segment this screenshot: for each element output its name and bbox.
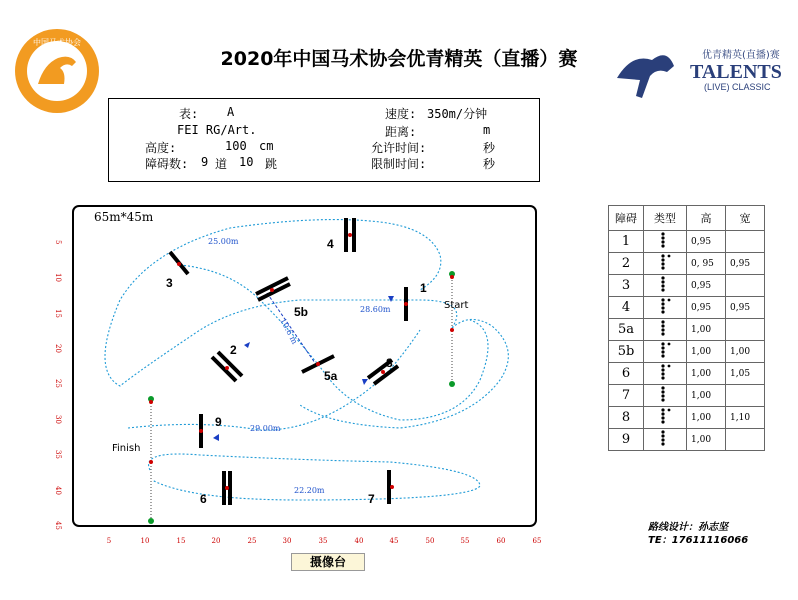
legend-width: 1,10	[726, 407, 765, 429]
route-path	[105, 220, 508, 500]
legend-width: 0,95	[726, 253, 765, 275]
legend-obstacle-number: 8	[609, 407, 644, 429]
x-tick: 30	[282, 537, 292, 545]
label-obstacle-3: 3	[166, 276, 173, 290]
legend-row	[609, 231, 765, 253]
legend-type-icon	[644, 385, 687, 407]
legend-type-icon	[644, 297, 687, 319]
x-tick: 45	[389, 537, 399, 545]
legend-width	[726, 275, 765, 297]
legend-height: 1,00	[687, 385, 726, 407]
x-tick: 50	[425, 537, 435, 545]
y-tick: 45	[54, 521, 62, 530]
y-tick: 20	[54, 344, 62, 353]
direction-arrow-icon	[213, 434, 219, 441]
camera-platform-label: 摄像台	[291, 553, 365, 571]
legend-obstacle-number: 9	[609, 429, 644, 451]
speed-value: 350m/分钟	[427, 107, 488, 121]
label-obstacle-5a: 5a	[324, 369, 338, 383]
label-obstacle-6: 6	[200, 492, 207, 506]
legend-height: 0,95	[687, 231, 726, 253]
designer-phone: TE：17611116066	[648, 535, 749, 546]
direction-arrow-icon	[244, 342, 250, 348]
legend-width: 0,95	[726, 297, 765, 319]
obstacle-legend-table	[608, 205, 765, 451]
legend-row	[609, 385, 765, 407]
legend-width: 1,00	[726, 341, 765, 363]
label-obstacle-5b: 5b	[294, 305, 309, 319]
obstacles-label: 障碍数:	[145, 157, 189, 171]
label-obstacle-2: 2	[230, 343, 237, 357]
legend-height: 1,00	[687, 341, 726, 363]
obstacles	[170, 218, 406, 505]
legend-width	[726, 429, 765, 451]
legend-type-icon	[644, 363, 687, 385]
start-flag-green-2	[449, 381, 455, 387]
allowed-time-unit: 秒	[483, 141, 496, 155]
legend-header: 障碍	[609, 206, 644, 231]
legend-header: 宽	[726, 206, 765, 231]
x-tick: 15	[176, 537, 186, 545]
legend-width	[726, 231, 765, 253]
legend-header: 类型	[644, 206, 687, 231]
legend-height: 0,95	[687, 297, 726, 319]
x-axis-ticks	[107, 537, 542, 545]
x-tick: 35	[318, 537, 328, 545]
legend-type-icon	[644, 319, 687, 341]
legend-header: 高	[687, 206, 726, 231]
legend-row	[609, 429, 765, 451]
legend-row	[609, 275, 765, 297]
legend-obstacle-number: 1	[609, 231, 644, 253]
distance-label: 29.00m	[250, 424, 281, 433]
distance-label: 22.20m	[294, 486, 325, 495]
rule-text: FEI RG/Art.	[177, 123, 257, 137]
y-tick: 35	[54, 450, 62, 459]
legend-height: 0, 95	[687, 253, 726, 275]
lines-unit: 道	[215, 157, 228, 171]
x-tick: 55	[460, 537, 470, 545]
legend-height: 1,00	[687, 319, 726, 341]
label-obstacle-8: 8	[386, 356, 393, 370]
y-tick: 5	[54, 240, 62, 245]
y-tick: 10	[54, 273, 62, 282]
legend-obstacle-number: 6	[609, 363, 644, 385]
finish-label: Finish	[112, 443, 141, 454]
obstacles-value: 9	[201, 155, 209, 169]
legend-type-icon	[644, 429, 687, 451]
legend-row	[609, 407, 765, 429]
brand-line2: TALENTS	[690, 61, 782, 83]
jumps-unit: 跳	[265, 157, 278, 171]
table-value: A	[227, 105, 235, 119]
legend-row	[609, 319, 765, 341]
legend-row	[609, 297, 765, 319]
legend-width	[726, 319, 765, 341]
y-tick: 30	[54, 415, 62, 424]
height-label: 高度:	[145, 141, 177, 155]
legend-obstacle-number: 3	[609, 275, 644, 297]
arena-size: 65m*45m	[94, 210, 154, 224]
x-tick: 65	[532, 537, 542, 545]
x-tick: 60	[496, 537, 506, 545]
speed-label: 速度:	[385, 107, 417, 121]
label-obstacle-4: 4	[327, 237, 334, 251]
label-obstacle-7: 7	[368, 492, 375, 506]
legend-type-icon	[644, 231, 687, 253]
table-label: 表:	[179, 107, 199, 121]
legend-obstacle-number: 5a	[609, 319, 644, 341]
course-designer: 路线设计：孙志坚	[648, 522, 728, 533]
distance-label: 28.60m	[360, 305, 391, 314]
height-unit: cm	[259, 139, 274, 153]
x-tick: 10	[140, 537, 150, 545]
legend-type-icon	[644, 407, 687, 429]
legend-obstacle-number: 2	[609, 253, 644, 275]
limit-time-label: 限制时间:	[371, 157, 427, 171]
distance-unit: m	[483, 123, 491, 137]
logo-text: 中国马术协会	[33, 38, 81, 47]
finish-flag-green-2	[148, 518, 154, 524]
x-tick: 25	[247, 537, 257, 545]
legend-obstacle-number: 7	[609, 385, 644, 407]
x-tick: 20	[211, 537, 221, 545]
direction-arrow-icon	[388, 296, 394, 302]
label-obstacle-1: 1	[420, 281, 427, 295]
limit-time-unit: 秒	[483, 157, 496, 171]
legend-row	[609, 341, 765, 363]
legend-height: 1,00	[687, 429, 726, 451]
distance-label: 距离:	[385, 125, 417, 139]
height-value: 100	[225, 139, 247, 153]
brand-line3: (LIVE) CLASSIC	[704, 82, 771, 92]
legend-width: 1,05	[726, 363, 765, 385]
direction-arrow-icon	[362, 379, 368, 385]
legend-type-icon	[644, 275, 687, 297]
legend-row	[609, 253, 765, 275]
distance-label: 10.6 m	[278, 316, 300, 346]
y-axis-ticks	[54, 240, 62, 530]
x-tick: 5	[106, 537, 112, 545]
y-tick: 15	[54, 309, 62, 318]
legend-width	[726, 385, 765, 407]
legend-height: 1,00	[687, 363, 726, 385]
legend-row	[609, 363, 765, 385]
start-label: Start	[444, 300, 469, 311]
legend-height: 1,00	[687, 407, 726, 429]
legend-obstacle-number: 5b	[609, 341, 644, 363]
jumps-value: 10	[239, 155, 254, 169]
legend-type-icon	[644, 341, 687, 363]
allowed-time-label: 允许时间:	[371, 141, 427, 155]
y-tick: 25	[54, 379, 62, 388]
distance-label: 25.00m	[208, 237, 239, 246]
y-tick: 40	[54, 486, 62, 495]
label-obstacle-9: 9	[215, 415, 222, 429]
brand-line1: 优青精英(直播)赛	[702, 50, 780, 61]
page-title: 2020年中国马术协会优青精英（直播）赛	[220, 48, 578, 70]
legend-obstacle-number: 4	[609, 297, 644, 319]
legend-height: 0,95	[687, 275, 726, 297]
legend-type-icon	[644, 253, 687, 275]
obstacle-flags	[149, 233, 454, 490]
x-tick: 40	[354, 537, 364, 545]
